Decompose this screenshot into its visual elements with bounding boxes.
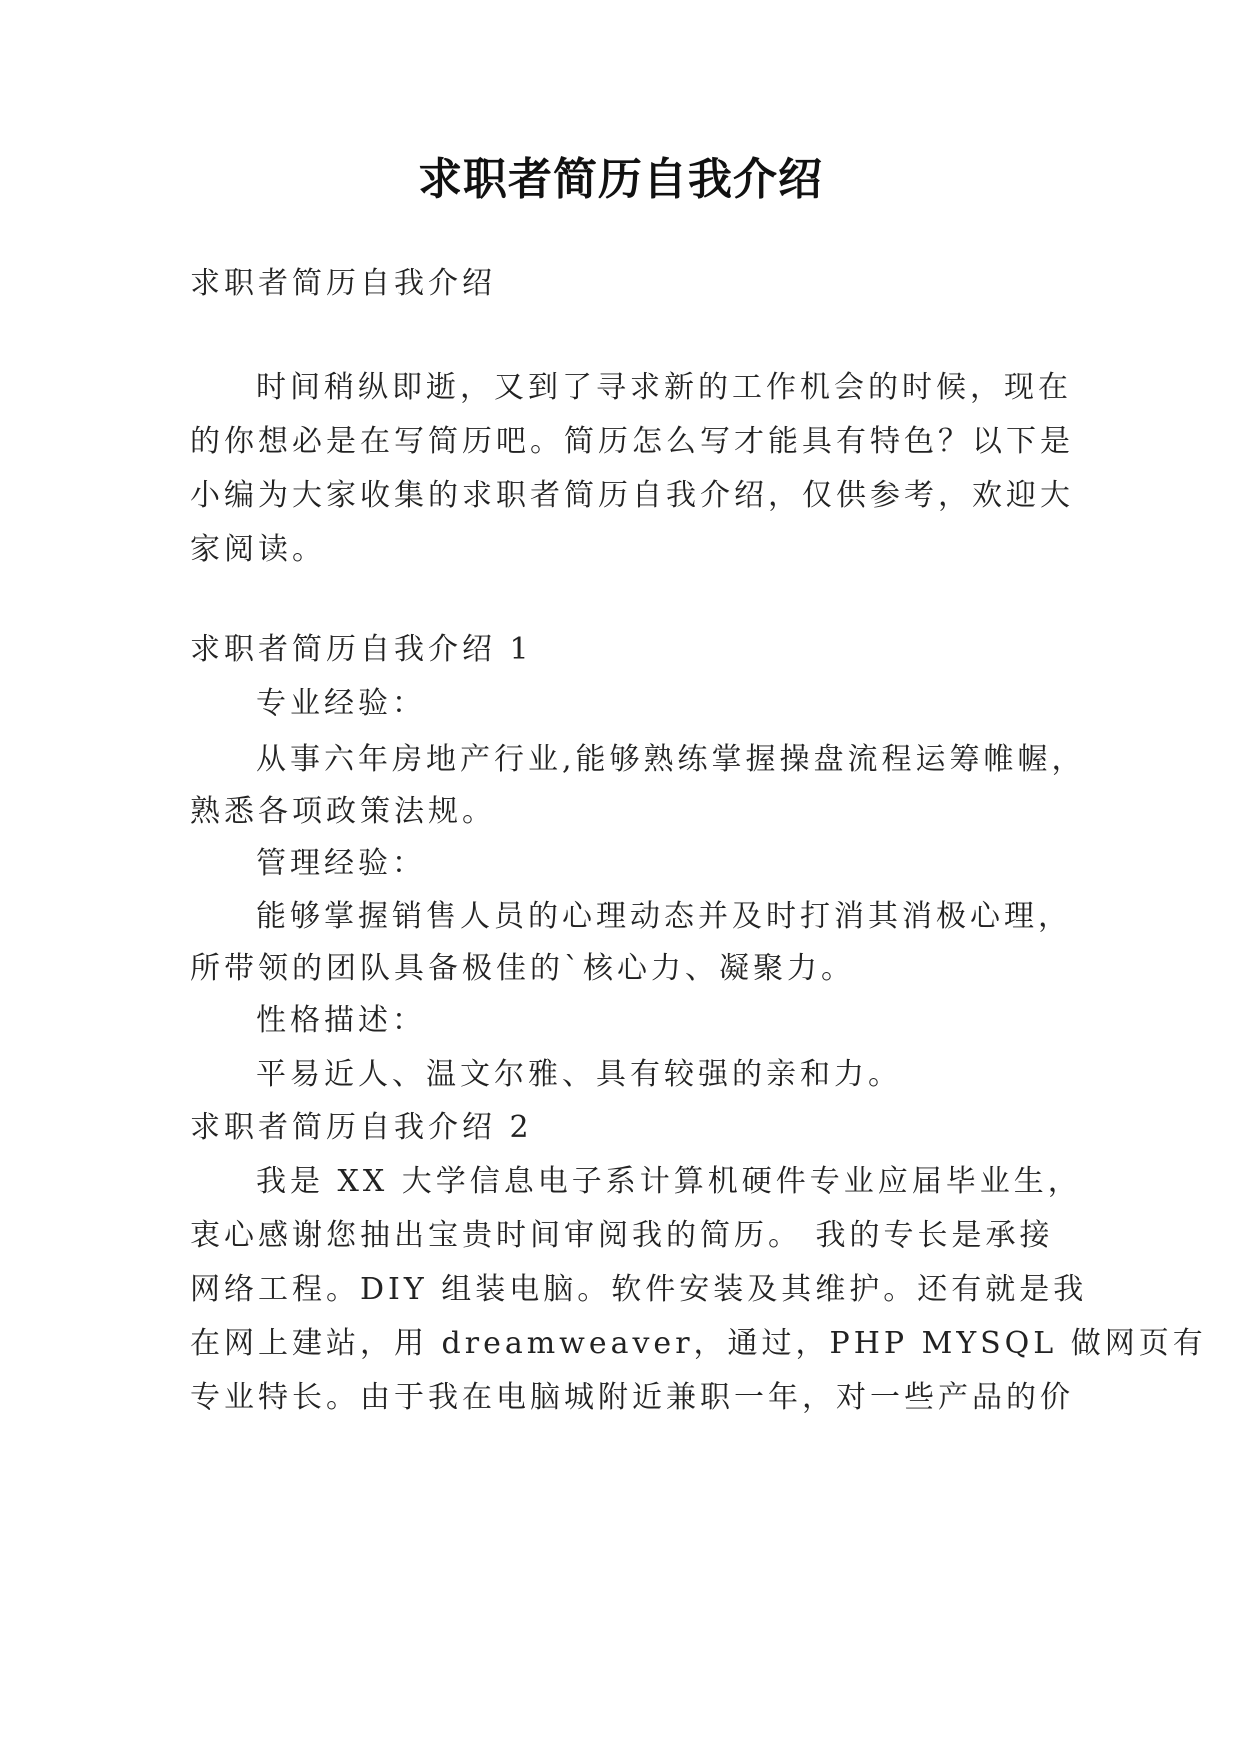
subtitle: 求职者简历自我介绍 [190,266,496,301]
section2-line: 我是 XX 大学信息电子系计算机硬件专业应届毕业生， [256,1164,1082,1199]
intro-line: 时间稍纵即逝，又到了寻求新的工作机会的时候，现在 [256,370,1072,405]
section2-line: 衷心感谢您抽出宝贵时间审阅我的简历。 我的专长是承接 [190,1218,1054,1253]
document-title: 求职者简历自我介绍 [418,154,823,205]
section2-line: 专业特长。由于我在电脑城附近兼职一年，对一些产品的价 [190,1380,1074,1415]
section2-line: 在网上建站，用 dreamweaver，通过，PHP MYSQL 做网页有 [190,1326,1207,1361]
personality-label: 性格描述： [256,1003,426,1038]
management-line: 能够掌握销售人员的心理动态并及时打消其消极心理， [256,899,1072,934]
section2-line: 网络工程。DIY 组装电脑。软件安装及其维护。还有就是我 [190,1272,1088,1307]
section-heading: 求职者简历自我介绍 1 [190,632,533,667]
professional-line: 从事六年房地产行业,能够熟练掌握操盘流程运筹帷幄， [256,742,1086,777]
management-line: 所带领的团队具备极佳的`核心力、凝聚力。 [190,951,855,986]
professional-line: 熟悉各项政策法规。 [190,794,496,829]
management-label: 管理经验： [256,846,426,881]
intro-line: 小编为大家收集的求职者简历自我介绍，仅供参考，欢迎大 [190,478,1074,513]
professional-label: 专业经验： [256,686,426,721]
personality-line: 平易近人、温文尔雅、具有较强的亲和力。 [256,1057,902,1092]
section-heading: 求职者简历自我介绍 2 [190,1110,533,1145]
intro-line: 的你想必是在写简历吧。简历怎么写才能具有特色？以下是 [190,424,1074,459]
intro-line: 家阅读。 [190,532,326,567]
